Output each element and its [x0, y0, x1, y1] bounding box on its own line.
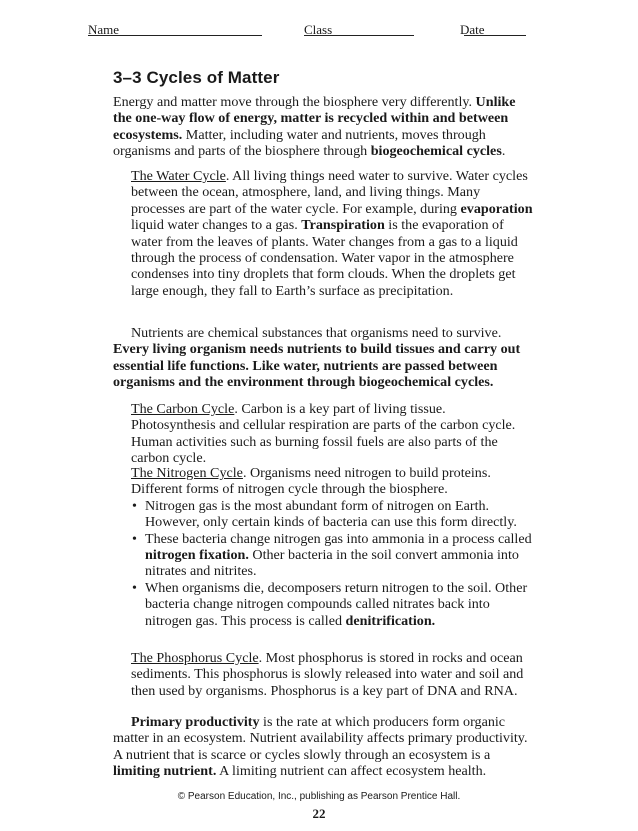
productivity-paragraph [113, 714, 533, 780]
name-blank[interactable] [88, 22, 262, 36]
carbon-cycle-heading: The Carbon Cycle [131, 401, 235, 417]
nutrients-text-1: Nutrients are chemical substances that organisms need to survive. [131, 325, 502, 341]
term-nitrogen-fixation: nitrogen fixation. [145, 547, 249, 564]
water-cycle-heading: The Water Cycle [131, 168, 226, 184]
name-label: Name [88, 22, 120, 37]
nitrogen-cycle-section [131, 465, 533, 629]
date-label: Date [460, 22, 485, 37]
carbon-text-1: . Carbon is a key part of living tissue. Photosynthesis and cellular respiration are parts of the carbon cycle. Human activities such as burning fossil fuels are also parts of the carbon cycle. [131, 401, 516, 467]
worksheet-header [0, 22, 638, 42]
term-limiting-nutrient: limiting nutrient. [113, 763, 217, 780]
list-item [131, 498, 533, 531]
term-transpiration: Transpiration [301, 217, 385, 234]
intro-text-2: Matter, including water and nutrients, moves through organisms and parts of the biosphere through [113, 126, 486, 160]
bullet-icon: • [132, 530, 137, 547]
class-label: Class [304, 22, 333, 37]
section-title: 3–3 Cycles of Matter [113, 68, 280, 87]
term-denitrification: denitrification. [345, 612, 436, 629]
bullet-text: Other bacteria in the soil convert ammonia into nitrates and nitrites. [145, 547, 519, 580]
page-number: 22 [312, 806, 326, 821]
list-item [131, 531, 533, 580]
bullet-text: Nitrogen gas is the most abundant form of nitrogen on Earth. However, only certain kinds of bacteria can use this form directly. [145, 497, 517, 531]
water-text-1: . All living things need water to survive. Water cycles between the ocean, atmosphere, land, and living things. Many processes are part of the water cycle. For example, during [131, 168, 528, 217]
term-biogeochemical-cycles: biogeochemical cycles [370, 143, 502, 160]
intro-paragraph [113, 94, 533, 160]
nutrients-key-idea: Every living organism needs nutrients to build tissues and carry out essential life functions. Like water, nutrients are passed between organisms and the environment through biogeochemical cycles. [113, 341, 521, 391]
date-blank[interactable] [464, 22, 526, 36]
nitrogen-text-1: . Organisms need nitrogen to build proteins. Different forms of nitrogen cycle through the biosphere. [131, 465, 491, 498]
term-primary-productivity: Primary productivity [131, 714, 260, 730]
intro-text-1: Energy and matter move through the biosphere very differently. [113, 94, 476, 110]
phosphorus-text-1: . Most phosphorus is stored in rocks and ocean sediments. This phosphorus is slowly released into water and soil and then used by organisms. Phosphorus is a key part of DNA and RNA. [131, 650, 524, 699]
class-blank[interactable] [304, 22, 414, 36]
bullet-icon: • [132, 579, 137, 596]
productivity-text-1: is the rate at which producers form organic matter in an ecosystem. Nutrient availability affects primary productivity. A nutrient that is scarce or cycles slowly through an ecosystem is a [113, 714, 528, 763]
intro-key-idea: Unlike the one-way flow of energy, matter is recycled within and between ecosystems. [113, 94, 516, 143]
nutrients-paragraph [113, 325, 533, 391]
phosphorus-cycle-heading: The Phosphorus Cycle [131, 650, 259, 666]
term-evaporation: evaporation [460, 200, 533, 217]
copyright-notice: © Pearson Education, Inc., publishing as Pearson Prentice Hall. [177, 791, 461, 802]
nitrogen-cycle-heading: The Nitrogen Cycle [131, 465, 243, 481]
nitrogen-bullet-list [131, 498, 533, 629]
phosphorus-cycle-section [131, 650, 533, 699]
intro-text-3: . [501, 143, 506, 160]
water-cycle-section [131, 168, 533, 299]
productivity-text-2: A limiting nutrient can affect ecosystem health. [216, 763, 487, 780]
bullet-icon: • [132, 497, 137, 514]
bullet-text: These bacteria change nitrogen gas into ammonia in a process called [145, 530, 532, 547]
list-item [131, 580, 533, 629]
carbon-cycle-section [131, 401, 533, 467]
bullet-text: When organisms die, decomposers return nitrogen to the soil. Other bacteria change nitrogen compounds called nitrates back into nitrogen gas. This process is called [145, 579, 528, 629]
water-text-3: is the evaporation of water from the leaves of plants. Water changes from a gas to a liquid through the process of condensation. Water vapor in the atmosphere condenses into tiny droplets that form clouds. When the droplets get large enough, they fall to Earth’s surface as precipitation. [131, 217, 518, 299]
water-text-2: liquid water changes to a gas. [131, 217, 302, 234]
